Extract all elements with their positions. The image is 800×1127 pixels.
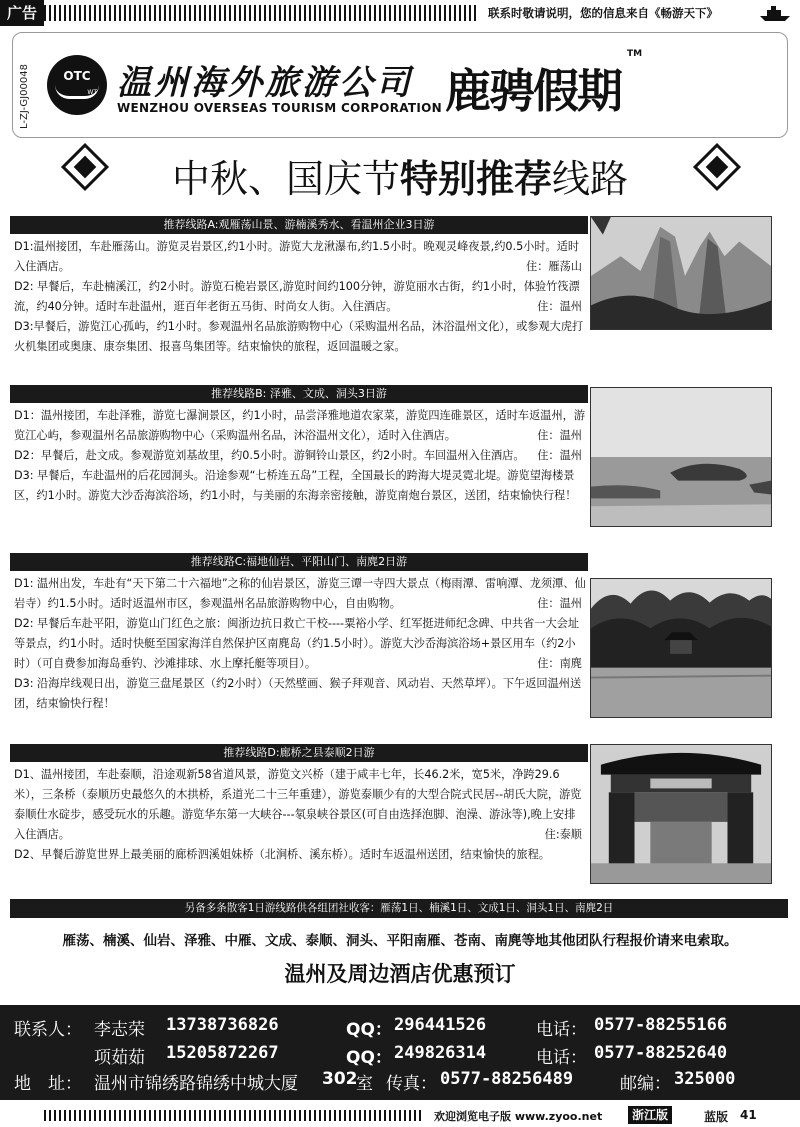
route-d	[10, 744, 588, 865]
qq-label: QQ：	[346, 1048, 392, 1068]
day-line	[14, 237, 586, 277]
website-link[interactable]: 欢迎浏览电子版 www.zyoo.net	[434, 1110, 603, 1123]
ship-icon	[758, 4, 792, 22]
route-heading: 推荐线路A:观雁荡山景、游楠溪秀水、看温州企业3日游	[10, 216, 588, 234]
route-itinerary	[10, 234, 588, 357]
day-text: D2: 早餐后，车赴楠溪江，约2小时。游览石桅岩景区,游览时间约100分钟，游览丽水古街，约1小时，体验竹筏漂流，约40分钟。适时车赴温州，逛百年老街五马街、时尚女人街。入住酒店。	[14, 280, 580, 313]
logo-sub: WT	[87, 89, 97, 96]
ad-tag: 广告	[0, 0, 44, 26]
contact-name: 李志荣	[94, 1020, 145, 1040]
day-line	[14, 406, 586, 446]
route-itinerary	[10, 403, 588, 506]
route-c	[10, 553, 588, 714]
day-line	[14, 317, 586, 357]
contact-label: 联系人：	[14, 1020, 82, 1040]
route-a	[10, 216, 588, 357]
day-line	[14, 446, 586, 466]
mountain-photo	[590, 216, 772, 330]
mobile-number[interactable]: 15205872267	[166, 1043, 279, 1063]
stay-location: 住：温州	[537, 300, 582, 313]
route-heading: 推荐线路C:福地仙岩、平阳山门、南麂2日游	[10, 553, 588, 571]
tel-number[interactable]: 0577-88255166	[594, 1015, 728, 1035]
day-line	[14, 277, 586, 317]
day-line	[14, 466, 586, 506]
route-heading: 推荐线路B: 泽雅、文成、洞头3日游	[10, 385, 588, 403]
day-text: D1：温州接团，车赴泽雅，游览七瀑涧景区，约1小时，品尝泽雅地道农家菜，游览四连碓景区，适时车返温州，游览江心屿，参观温州名品旅游购物中心（采购温州名品，沐浴温州文化），适时入住酒店。	[14, 409, 586, 442]
qq-number[interactable]: 296441526	[394, 1015, 487, 1035]
diamond-icon	[61, 143, 109, 191]
company-header	[12, 32, 788, 138]
otc-logo-icon	[47, 55, 107, 115]
stay-location: 住：温州	[537, 597, 582, 610]
contact-name: 项茹茹	[94, 1048, 145, 1068]
top-note: 联系时敬请说明，您的信息来自《畅游天下》	[488, 6, 718, 20]
route-heading: 推荐线路D:廊桥之县泰顺2日游	[10, 744, 588, 762]
page-footer	[0, 1104, 800, 1127]
more-routes-bar: 另备多条散客1日游线路供各组团社收客：雁荡1日、楠溪1日、文成1日、洞头1日、南麂2日	[10, 899, 788, 918]
trademark: TM	[627, 49, 643, 59]
day-text: D1、温州接团，车赴泰顺，沿途观新58省道风景，游览文兴桥（建于咸丰七年，长46.2米，宽5米，净跨29.6米），三条桥（泰顺历史最悠久的木拱桥，系道光二十三年重建），游览泰顺少有的大型合院式民居--胡氏大院，游览泰顺仕水碇步，感受玩水的乐趣。游览华东第一大峡谷---氡泉峡谷景区(可自由选择泡脚、泡澡、游泳等),晚上安排入住酒店。	[14, 768, 582, 841]
day-text: D1:温州接团，车赴雁荡山。游览灵岩景区,约1小时。游览大龙湫瀑布,约1.5小时。晚观灵峰夜景,约0.5小时。适时入住酒店。	[14, 240, 580, 273]
region-badge: 浙江版	[628, 1106, 672, 1124]
day-line	[14, 845, 586, 865]
zip-code: 325000	[674, 1069, 736, 1089]
qq-label: QQ：	[346, 1020, 392, 1040]
day-text: D2、早餐后游览世界上最美丽的廊桥泗溪姐妹桥（北涧桥、溪东桥）。适时车返温州送团，结束愉快的旅程。	[14, 848, 550, 861]
group-quote-line: 雁荡、楠溪、仙岩、泽雅、中雁、文成、泰顺、洞头、平阳南雁、苍南、南麂等地其他团队行程报价请来电索取。	[62, 933, 738, 949]
hotel-booking-line: 温州及周边酒店优惠预订	[284, 962, 516, 986]
island-photo	[590, 387, 772, 527]
day-line	[14, 674, 586, 714]
license-number: L-ZJ-GJ00048	[19, 64, 30, 129]
stripe-decoration	[44, 5, 476, 21]
address-label: 地 址：	[14, 1074, 82, 1094]
day-text: D3: 早餐后，车赴温州的后花园洞头。沿途参观“七桥连五岛”工程，全国最长的跨海大堤灵霓北堤。游览望海楼景区，约1小时。游览大沙岙海滨浴场，约1小时，与美丽的东海亲密接触，游览南炮台景区，送团，结束愉快行程！	[14, 469, 577, 502]
company-name-en: WENZHOU OVERSEAS TOURISM CORPORATION	[117, 101, 443, 115]
day-line	[14, 574, 586, 614]
address-text: 温州市锦绣路锦绣中城大厦	[94, 1074, 298, 1094]
tel-label: 电话：	[536, 1048, 587, 1068]
title-part-3: 线路	[552, 157, 629, 201]
stay-location: 住:泰顺	[544, 828, 582, 841]
route-itinerary	[10, 762, 588, 865]
day-text: D2：早餐后，赴文成。参观游览刘基故里，约0.5小时。游铜铃山景区，约2小时。车回温州入住酒店。	[14, 449, 525, 462]
brand-logo: 鹿骋假期	[445, 64, 621, 118]
route-b	[10, 385, 588, 506]
main-title-row	[0, 148, 800, 201]
address-suffix: 室	[356, 1074, 373, 1094]
tel-label: 电话：	[536, 1020, 587, 1040]
mobile-number[interactable]: 13738736826	[166, 1015, 279, 1035]
fax-label: 传真：	[386, 1074, 437, 1094]
stay-location: 住：温州	[537, 449, 582, 462]
archway-photo	[590, 744, 772, 884]
title-part-1: 中秋、国庆节	[171, 157, 400, 201]
top-bar	[0, 0, 800, 26]
day-text: D1: 温州出发，车赴有“天下第二十六福地”之称的仙岩景区，游览三谭一寺四大景点（梅雨潭、雷响潭、龙须潭、仙岩寺）约1.5小时。适时返温州市区，参观温州名品旅游购物中心，自由购物。	[14, 577, 586, 610]
tel-number[interactable]: 0577-88252640	[594, 1043, 728, 1063]
main-title	[112, 148, 688, 203]
forest-pavilion-photo	[590, 578, 772, 718]
page-number: 41	[740, 1108, 757, 1122]
route-itinerary	[10, 571, 588, 714]
address-room: 302	[322, 1069, 358, 1089]
stay-location: 住：雁荡山	[526, 260, 582, 273]
day-line	[14, 765, 586, 845]
contact-panel	[0, 1005, 800, 1100]
qq-number[interactable]: 249826314	[394, 1043, 487, 1063]
day-text: D3:早餐后，游览江心孤屿，约1小时。参观温州名品旅游购物中心（采购温州名品，沐浴温州文化），或参观大虎打火机集团或奥康、康奈集团、报喜鸟集团等。结束愉快的旅程，返回温暖之家。	[14, 320, 584, 353]
stay-location: 住：南麂	[537, 657, 582, 670]
day-text: D2: 早餐后车赴平阳，游览山门红色之旅：闽浙边抗日救亡干校----粟裕小学、红军挺进师纪念碑、中共省一大会址等景点，约1小时。适时快艇至国家海洋自然保护区南麂岛（约1.5小时）。游览大沙岙海滨浴场+景区用车（约2小时）（可自费参加海岛垂钓、沙滩排球、水上摩托艇等项目）。	[14, 617, 580, 670]
zip-label: 邮编：	[620, 1074, 671, 1094]
logo-text: OTC	[63, 69, 91, 83]
edition-label: 蓝版	[704, 1110, 729, 1124]
day-text: D3: 沿海岸线观日出，游览三盘尾景区（约2小时）（天然壁画、猴子拜观音、风动岩、天然草坪）。下午返回温州送团，结束愉快行程！	[14, 677, 582, 710]
company-name-cn: 温州海外旅游公司	[117, 63, 413, 103]
stay-location: 住：温州	[537, 429, 582, 442]
stripe-decoration	[44, 1110, 424, 1121]
title-part-2: 特别推荐	[399, 157, 552, 201]
diamond-icon	[693, 143, 741, 191]
day-line	[14, 614, 586, 674]
fax-number[interactable]: 0577-88256489	[440, 1069, 574, 1089]
